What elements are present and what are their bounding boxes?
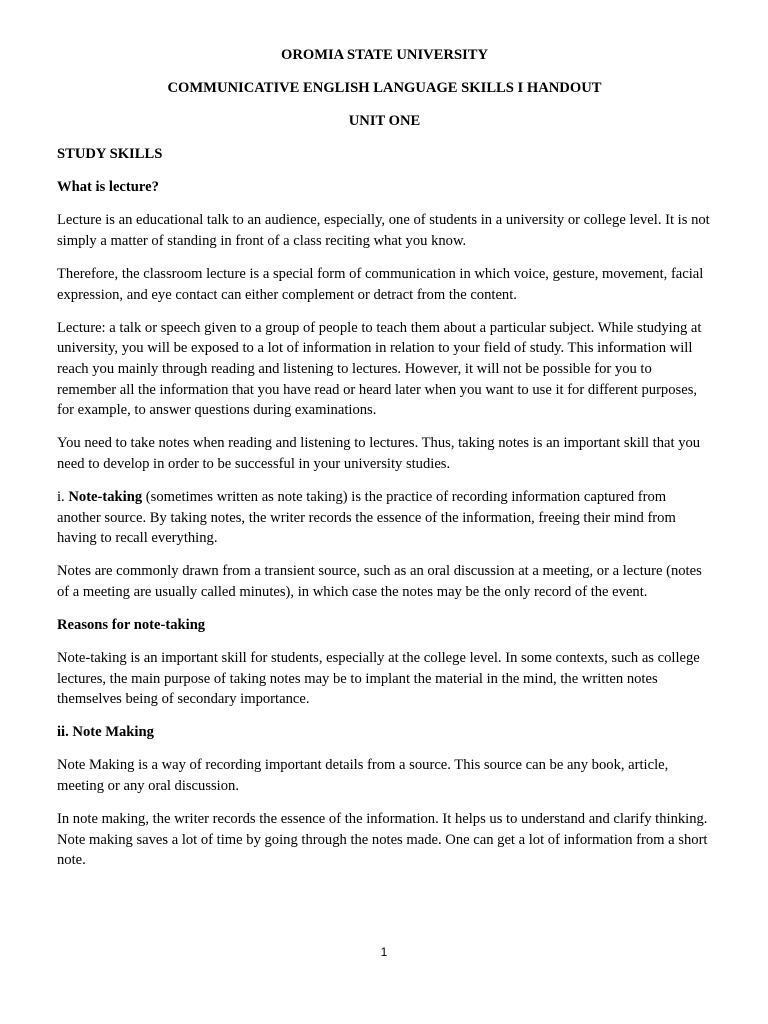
university-title: OROMIA STATE UNIVERSITY xyxy=(280,47,489,63)
heading-note-making: ii. Note Making xyxy=(57,724,154,741)
paragraph-classroom-lecture: Therefore, the classroom lecture is a special form of communication in which voice, gesture, movement, facial expression, and eye contact can either complement or detract from the content. xyxy=(57,266,704,303)
paragraph-notes-source: Notes are commonly drawn from a transient source, such as an oral discussion at a meeting, or a lecture (notes of a meeting are usually called minutes), in which case the notes may be the only record of the event. xyxy=(57,563,702,600)
document-body xyxy=(57,45,712,883)
paragraph-note-making-definition: Note Making is a way of recording important details from a source. This source can be any book, article, meeting or any oral discussion. xyxy=(57,757,669,795)
section-title: STUDY SKILLS xyxy=(57,146,163,163)
paragraph-lecture-definition: Lecture is an educational talk to an audience, especially, one of students in a university or college level. It is not simply a matter of standing in front of a class reciting what you know. xyxy=(57,212,710,250)
heading-reasons: Reasons for note-taking xyxy=(57,616,206,633)
paragraph-note-taking xyxy=(57,487,712,549)
note-taking-term: Note-taking xyxy=(68,489,143,505)
section-subtitle: What is lecture? xyxy=(57,179,159,196)
unit-title: UNIT ONE xyxy=(348,113,421,130)
paragraph-lecture-talk: Lecture: a talk or speech given to a group of people to teach them about a particular subject. While studying at university, you will be exposed to a lot of information in relation to your field of study. This information will reach you mainly through reading and listening to lectures. However, it will not be possible for you to remember all the information that you have read or heard later when you want to use it for different purposes, for example, to answer questions during examinations. xyxy=(57,319,702,419)
paragraph-note-making-essence: In note making, the writer records the essence of the information. It helps us to understand and clarify thinking. Note making saves a lot of time by going through the notes made. One can get a lot of information from a short note. xyxy=(57,811,708,869)
paragraph-taking-notes: You need to take notes when reading and listening to lectures. Thus, taking notes is an important skill that you need to develop in order to be successful in your university studies. xyxy=(57,435,701,472)
note-taking-prefix: i. xyxy=(57,489,69,505)
course-title: COMMUNICATIVE ENGLISH LANGUAGE SKILLS I HANDOUT xyxy=(167,80,602,97)
paragraph-reasons: Note-taking is an important skill for students, especially at the college level. In some contexts, such as college lectures, the main purpose of taking notes may be to implant the material in the mind, the written notes themselves being of secondary importance. xyxy=(57,650,700,708)
note-taking-text: (sometimes written as note taking) is the practice of recording information captured from another source. By taking notes, the writer records the essence of the information, freeing their mind from having to recall everything. xyxy=(57,489,676,547)
page-number: 1 xyxy=(380,945,388,959)
